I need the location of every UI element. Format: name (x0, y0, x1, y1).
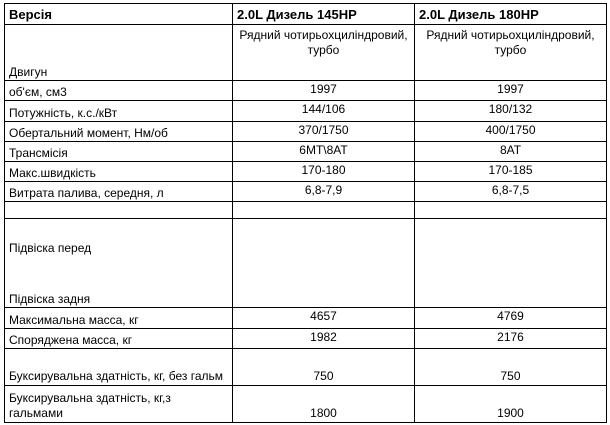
cell-145hp: 170-180 (233, 161, 415, 181)
spacer-cell (233, 201, 415, 218)
suspension-rear-label: Підвіска задня (5, 256, 233, 308)
table-row (5, 121, 607, 141)
cell-180hp: 400/1750 (415, 121, 607, 141)
cell-180hp: 1900 (415, 385, 607, 422)
table-row (5, 161, 607, 181)
cell-145hp: 370/1750 (233, 121, 415, 141)
suspension-front-row (5, 219, 607, 256)
row-label: Споряджена масса, кг (5, 328, 233, 348)
table-row (5, 348, 607, 385)
cell-180hp: 170-185 (415, 161, 607, 181)
row-label: Максимальна масса, кг (5, 308, 233, 328)
header-145hp: 2.0L Дизель 145HP (233, 4, 415, 25)
cell-180hp: 2176 (415, 328, 607, 348)
row-label: Макс.швидкість (5, 161, 233, 181)
cell-145hp: 1982 (233, 328, 415, 348)
table-row (5, 308, 607, 328)
row-label: Витрата палива, середня, л (5, 181, 233, 201)
cell-145hp: 144/106 (233, 101, 415, 121)
table-row (5, 101, 607, 121)
cell-180hp: 750 (415, 348, 607, 385)
suspension-front-label: Підвіска перед (5, 219, 233, 256)
cell-180hp: 1997 (415, 81, 607, 101)
row-label: Обертальний момент, Нм/об (5, 121, 233, 141)
row-label: Буксирувальна здатність, кг,з гальмами (5, 385, 233, 422)
header-row (5, 4, 607, 25)
table-row (5, 81, 607, 101)
row-label: Потужність, к.с./кВт (5, 101, 233, 121)
table-row (5, 328, 607, 348)
spacer-cell (5, 201, 233, 218)
engine-row (5, 25, 607, 81)
table-row (5, 385, 607, 422)
cell-180hp: 4769 (415, 308, 607, 328)
cell-145hp: 1997 (233, 81, 415, 101)
spacer-row (5, 201, 607, 218)
row-label: Трансмісія (5, 141, 233, 161)
cell-145hp: 750 (233, 348, 415, 385)
suspension-180hp (415, 219, 607, 308)
row-label: Буксирувальна здатність, кг, без гальм (5, 348, 233, 385)
engine-145hp: Рядний чотирьохциліндровий, турбо (233, 25, 415, 81)
header-version: Версія (5, 4, 233, 25)
table-row (5, 181, 607, 201)
suspension-145hp (233, 219, 415, 308)
cell-180hp: 180/132 (415, 101, 607, 121)
cell-145hp: 6,8-7,9 (233, 181, 415, 201)
spacer-cell (415, 201, 607, 218)
cell-180hp: 6,8-7,5 (415, 181, 607, 201)
spec-table (4, 3, 607, 423)
engine-label: Двигун (5, 25, 233, 81)
cell-180hp: 8АТ (415, 141, 607, 161)
header-180hp: 2.0L Дизель 180HP (415, 4, 607, 25)
engine-180hp: Рядний чотирьохциліндровий, турбо (415, 25, 607, 81)
table-row (5, 141, 607, 161)
row-label: об'єм, см3 (5, 81, 233, 101)
cell-145hp: 4657 (233, 308, 415, 328)
cell-145hp: 6МТ\8АТ (233, 141, 415, 161)
cell-145hp: 1800 (233, 385, 415, 422)
